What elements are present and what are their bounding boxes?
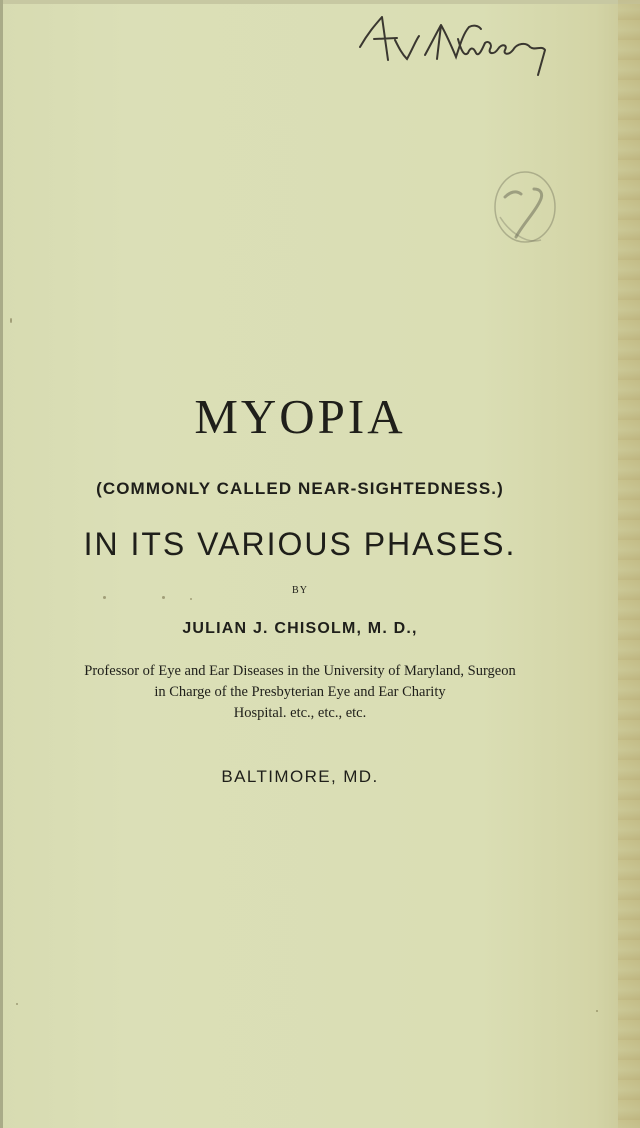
credentials-line-3: Hospital. etc., etc., etc. (233, 705, 367, 721)
page-speck (103, 596, 106, 599)
left-page-edge (0, 0, 3, 1128)
library-stamp (480, 165, 565, 265)
publication-place: BALTIMORE, MD. (221, 767, 379, 786)
page-speck (10, 318, 12, 323)
book-subject-line: IN ITS VARIOUS PHASES. (83, 526, 517, 562)
author-name: JULIAN J. CHISOLM, M. D., (182, 620, 418, 637)
page-speck (190, 598, 192, 600)
credentials-line-2: in Charge of the Presbyterian Eye and Ear Charity (154, 684, 446, 700)
right-page-edge (618, 0, 640, 1128)
page-speck (162, 596, 165, 599)
author-credentials (20, 661, 580, 724)
handwritten-inscription (340, 5, 570, 85)
by-line: BY (292, 585, 308, 596)
page-speck (16, 1003, 18, 1005)
book-title: MYOPIA (194, 389, 406, 444)
top-border (0, 0, 640, 4)
page-speck (596, 1010, 598, 1012)
credentials-line-1: Professor of Eye and Ear Diseases in the University of Maryland, Surgeon (84, 663, 516, 679)
book-subtitle: (COMMONLY CALLED NEAR-SIGHTEDNESS.) (96, 479, 504, 498)
